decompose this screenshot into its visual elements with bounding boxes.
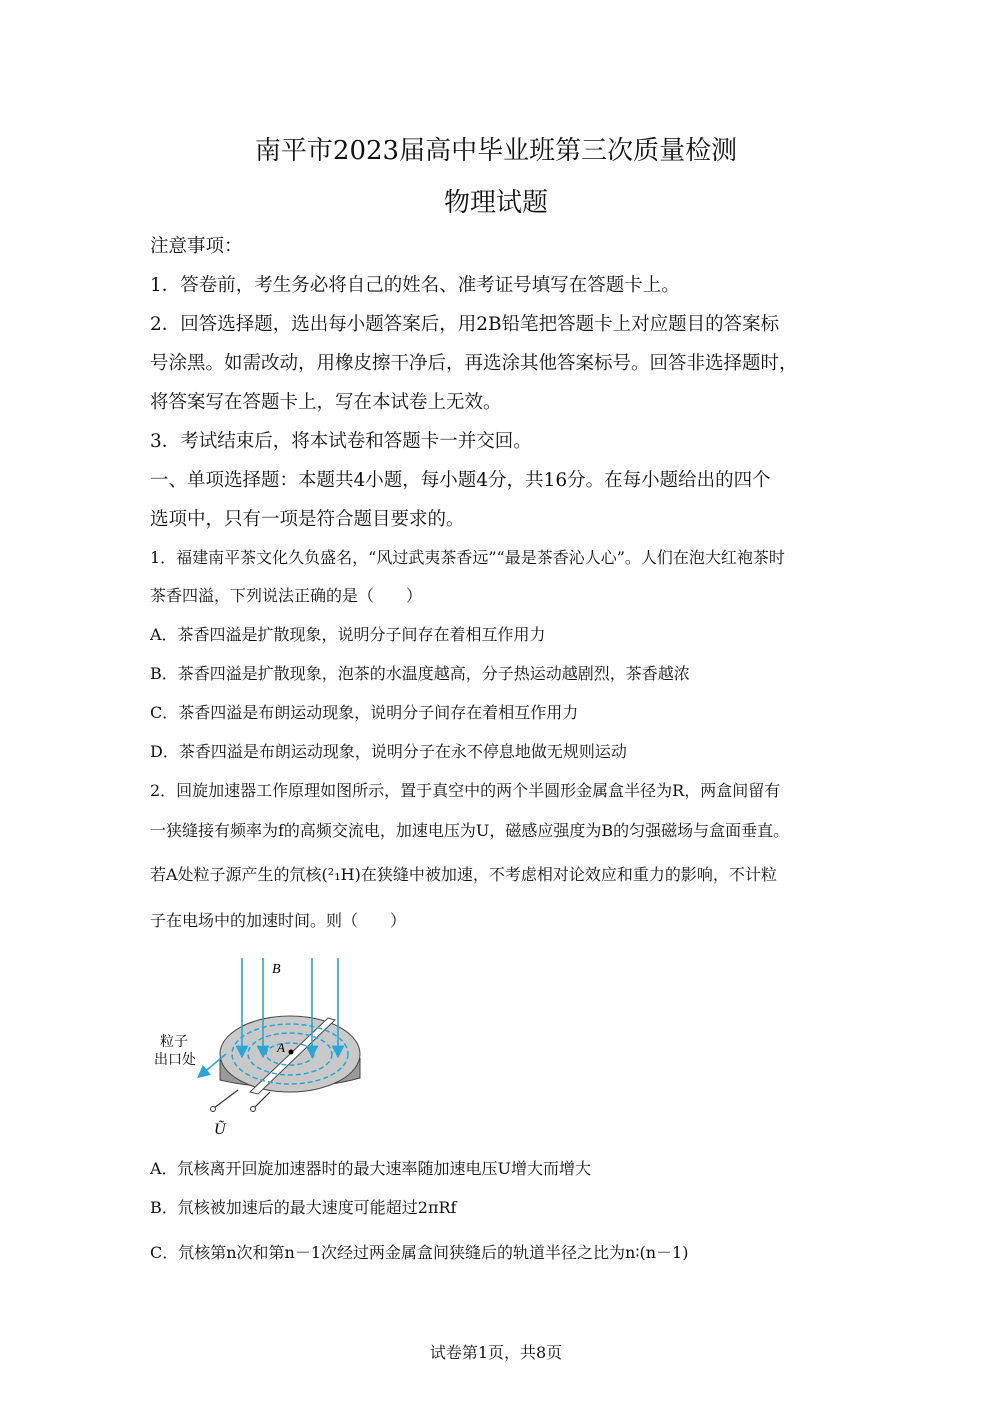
terminal-left — [211, 1107, 216, 1112]
section-heading-line-2: 选项中，只有一项是符合题目要求的。 — [150, 509, 465, 530]
section-heading-line-1: 一、单项选择题：本题共4小题，每小题4分，共16分。在每小题给出的四个 — [150, 470, 771, 491]
wire-left — [214, 1090, 238, 1108]
terminal-right — [251, 1107, 256, 1112]
label-exit-1: 粒子 — [160, 1034, 188, 1050]
q2-option-c: C．氘核第n次和第n－1次经过两金属盒间狭缝后的轨道半径之比为n∶(n－1) — [150, 1243, 689, 1262]
particle-source-dot — [289, 1050, 294, 1055]
label-b: B — [272, 962, 281, 977]
q1-stem-line-1: 1．福建南平茶文化久负盛名，“风过武夷茶香远”“最是茶香沁人心”。人们在泡大红袍茶时 — [150, 548, 785, 567]
q2-stem-line-1: 2．回旋加速器工作原理如图所示，置于真空中的两个半圆形金属盒半径为R，两盒间留有 — [150, 781, 781, 800]
label-a: A — [277, 1040, 285, 1055]
label-u: Ũ — [214, 1121, 226, 1138]
notice-heading: 注意事项： — [150, 236, 243, 257]
q2-stem-line-4: 子在电场中的加速时间。则（ ） — [150, 911, 407, 930]
cyclotron-figure — [150, 948, 370, 1148]
q2-stem-line-2: 一狭缝接有频率为f的高频交流电，加速电压为U，磁感应强度为B的匀强磁场与盒面垂直。 — [150, 821, 790, 840]
wire-right — [254, 1092, 270, 1108]
exam-title: 南平市2023届高中毕业班第三次质量检测 — [254, 136, 738, 166]
q2-option-b: B．氘核被加速后的最大速度可能超过2πRf — [150, 1198, 457, 1217]
notice-item-1: 1．答卷前，考生务必将自己的姓名、准考证号填写在答题卡上。 — [150, 275, 680, 296]
q1-option-c: C．茶香四溢是布朗运动现象，说明分子间存在着相互作用力 — [150, 703, 579, 722]
q1-stem-line-2: 茶香四溢，下列说法正确的是（ ） — [150, 586, 423, 605]
q1-option-a: A．茶香四溢是扩散现象，说明分子间存在着相互作用力 — [150, 625, 546, 644]
label-exit-2: 出口处 — [154, 1052, 196, 1068]
page-footer: 试卷第1页，共8页 — [429, 1343, 563, 1362]
q1-option-b: B．茶香四溢是扩散现象，泡茶的水温度越高，分子热运动越剧烈，茶香越浓 — [150, 664, 690, 683]
q2-stem-line-3: 若A处粒子源产生的氘核(²₁H)在狭缝中被加速，不考虑相对论效应和重力的影响，不计粒 — [150, 865, 777, 884]
notice-item-2-line-3: 将答案写在答题卡上，写在本试卷上无效。 — [150, 392, 502, 413]
notice-item-2-line-1: 2．回答选择题，选出每小题答案后，用2B铅笔把答题卡上对应题目的答案标 — [150, 314, 780, 335]
q2-option-a: A．氘核离开回旋加速器时的最大速率随加速电压U增大而增大 — [150, 1159, 592, 1178]
q1-option-d: D．茶香四溢是布朗运动现象，说明分子在永不停息地做无规则运动 — [150, 742, 627, 761]
notice-item-3: 3．考试结束后，将本试卷和答题卡一并交回。 — [150, 431, 532, 452]
exam-subtitle: 物理试题 — [443, 188, 548, 218]
notice-item-2-line-2: 号涂黑。如需改动，用橡皮擦干净后，再选涂其他答案标号。回答非选择题时， — [150, 353, 798, 374]
